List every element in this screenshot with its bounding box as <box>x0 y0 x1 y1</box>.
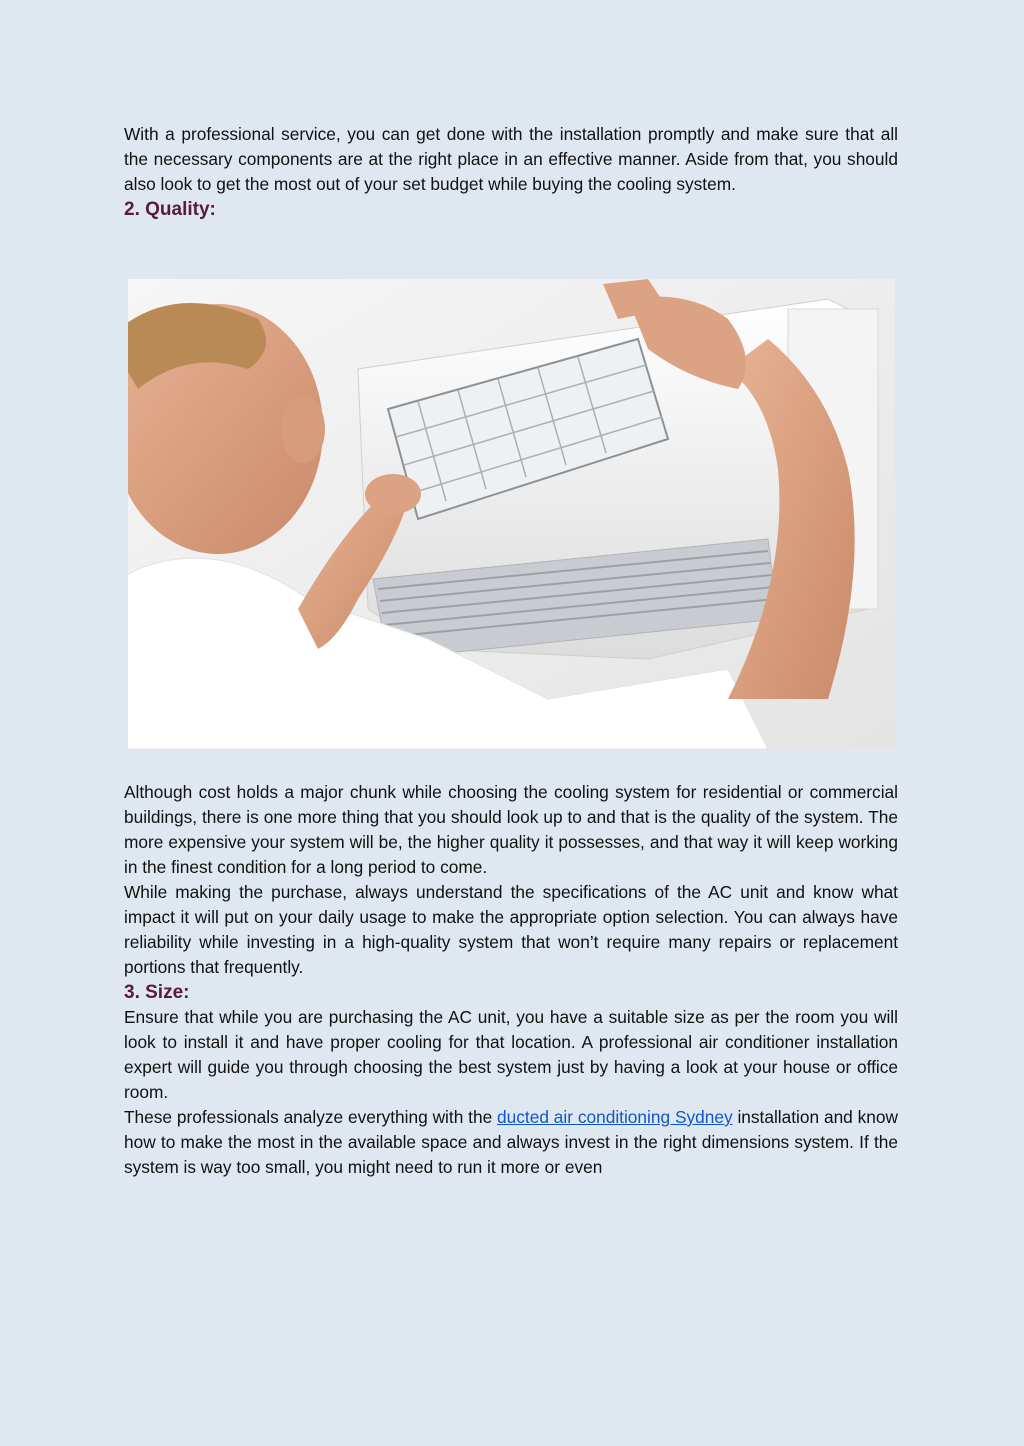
size-heading: 3. Size: <box>124 982 190 1003</box>
document-page <box>124 122 898 222</box>
ac-technician-photo <box>128 279 895 749</box>
size-paragraph-2 <box>124 1105 898 1180</box>
quality-paragraph-1: Although cost holds a major chunk while choosing the cooling system for residential or commercial buildings, there is one more thing that you should look up to and that is the quality of the system. The more expensive your system will be, the higher quality it possesses, and that way it will keep working in the finest condition for a long period to come. <box>124 782 898 877</box>
ducted-ac-sydney-link[interactable]: ducted air conditioning Sydney <box>497 1107 733 1127</box>
document-page-lower <box>124 780 898 1180</box>
quality-heading: 2. Quality: <box>124 199 216 220</box>
size-paragraph-1: Ensure that while you are purchasing the AC unit, you have a suitable size as per the room you will look to install it and have proper cooling for that location. A professional air conditioner installation expert will guide you through choosing the best system just by having a look at your house or office room. <box>124 1007 898 1102</box>
quality-paragraph-2: While making the purchase, always understand the specifications of the AC unit and know what impact it will put on your daily usage to make the appropriate option selection. You can always have reliability while investing in a high-quality system that won’t require many repairs or replacement portions that frequently. <box>124 882 898 977</box>
size-paragraph-2-end: installation and know how to make the most in the available space and always invest in the right dimensions system. If the system is way too small, you might need to run it more or even <box>124 1107 898 1177</box>
intro-paragraph: With a professional service, you can get done with the installation promptly and make sure that all the necessary components are at the right place in an effective manner. Aside from that, you should also look to get the most out of your set budget while buying the cooling system. <box>124 124 898 194</box>
size-paragraph-2-start: These professionals analyze everything with the <box>124 1107 498 1127</box>
